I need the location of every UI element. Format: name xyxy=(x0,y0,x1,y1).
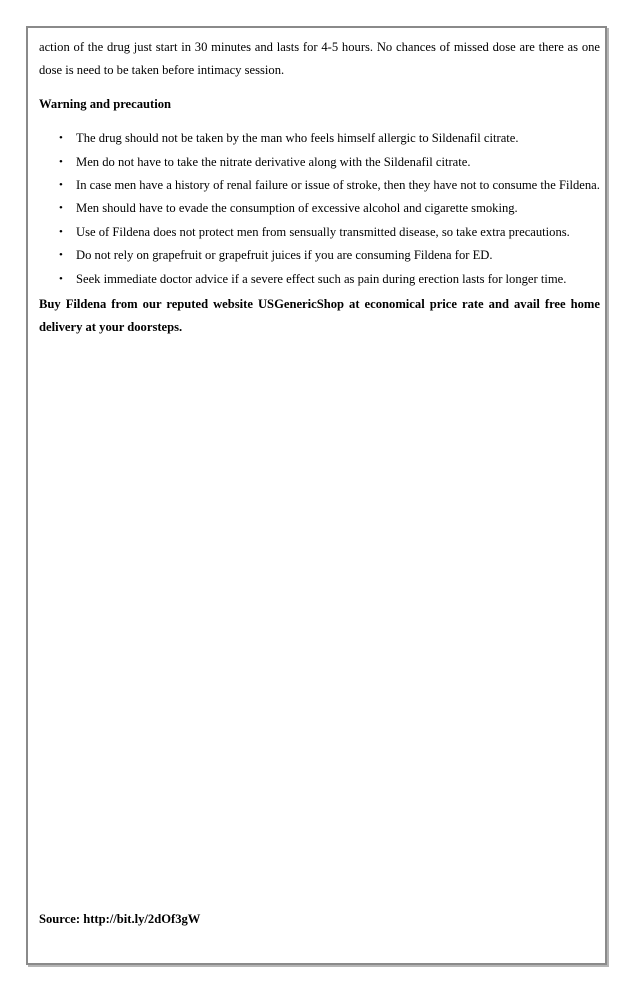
list-item-text: Use of Fildena does not protect men from sensually transmitted disease, so take extra precautions. xyxy=(76,224,570,239)
list-item xyxy=(39,127,600,150)
bullet-icon: • xyxy=(59,155,63,168)
list-item xyxy=(39,151,600,174)
warning-heading: Warning and precaution xyxy=(39,96,172,111)
intro-paragraph: action of the drug just start in 30 minutes and lasts for 4-5 hours. No chances of missed dose are there as one dose is need to be taken before intimacy session. xyxy=(39,40,600,78)
bullet-icon: • xyxy=(59,179,63,192)
list-item-text: The drug should not be taken by the man who feels himself allergic to Sildenafil citrate. xyxy=(76,131,519,146)
bullet-icon: • xyxy=(59,132,63,145)
bullet-icon: • xyxy=(59,202,63,215)
list-item xyxy=(39,244,600,267)
closing-paragraph: Buy Fildena from our reputed website USGenericShop at economical price rate and avail free home delivery at your doorsteps. xyxy=(39,297,600,335)
list-item-text: Do not rely on grapefruit or grapefruit juices if you are consuming Fildena for ED. xyxy=(76,248,493,263)
list-item-text: Seek immediate doctor advice if a severe effect such as pain during erection lasts for longer time. xyxy=(76,271,567,286)
list-item-text: In case men have a history of renal failure or issue of stroke, then they have not to consume the Fildena. xyxy=(76,178,600,193)
list-item xyxy=(39,221,600,244)
list-item-text: Men do not have to take the nitrate derivative along with the Sildenafil citrate. xyxy=(76,154,471,169)
list-item xyxy=(39,197,600,220)
list-item-text: Men should have to evade the consumption of excessive alcohol and cigarette smoking. xyxy=(76,201,518,216)
document-body xyxy=(39,36,600,340)
list-item xyxy=(39,174,600,197)
precaution-list xyxy=(39,127,600,291)
bullet-icon: • xyxy=(59,249,63,262)
bullet-icon: • xyxy=(59,225,63,238)
source-line: Source: http://bit.ly/2dOf3gW xyxy=(39,912,201,926)
bullet-icon: • xyxy=(59,272,63,285)
list-item xyxy=(39,268,600,291)
